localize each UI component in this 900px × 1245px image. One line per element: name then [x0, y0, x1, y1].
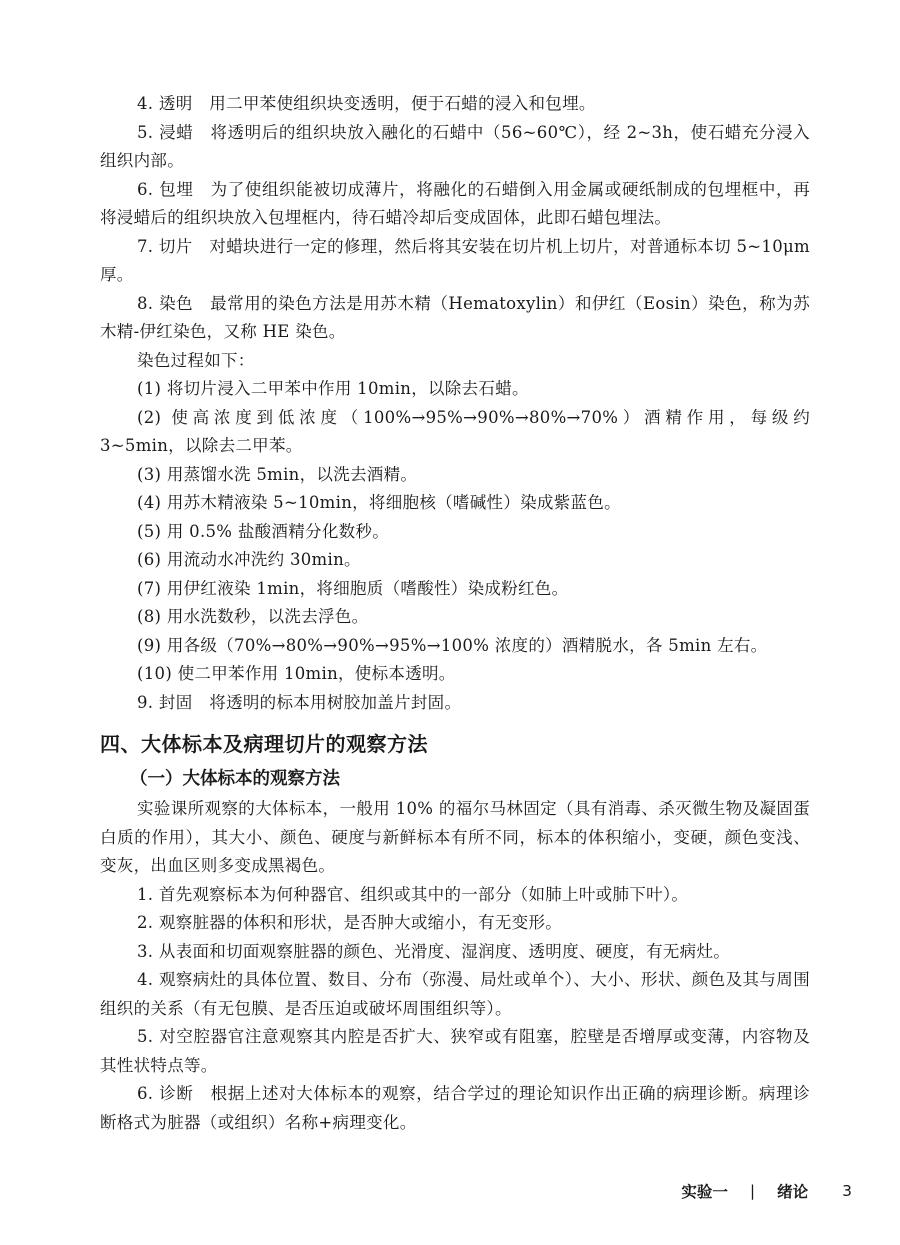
observation-step-6-diagnosis: 6. 诊断 根据上述对大体标本的观察，结合学过的理论知识作出正确的病理诊断。病理诊断格式为脏器（或组织）名称+病理变化。: [100, 1084, 810, 1132]
page-footer: [681, 1180, 852, 1202]
staining-step-8: (8) 用水洗数秒，以洗去浮色。: [137, 607, 369, 626]
observation-step-4: 4. 观察病灶的具体位置、数目、分布（弥漫、局灶或单个）、大小、形状、颜色及其与周围组织的关系（有无包膜、是否压迫或破坏周围组织等）。: [100, 970, 810, 1018]
paragraph-transparent: 4. 透明 用二甲苯使组织块变透明，便于石蜡的浸入和包埋。: [137, 94, 596, 113]
observation-step-5: 5. 对空腔器官注意观察其内腔是否扩大、狭窄或有阻塞，腔壁是否增厚或变薄，内容物及其性状特点等。: [100, 1027, 810, 1075]
paragraph-staining: 8. 染色 最常用的染色方法是用苏木精（Hematoxylin）和伊红（Eosin）染色，称为苏木精-伊红染色，又称 HE 染色。: [100, 293, 810, 341]
page-number: 3: [842, 1182, 852, 1200]
staining-step-1: (1) 将切片浸入二甲苯中作用 10min，以除去石蜡。: [137, 379, 529, 398]
paragraph-wax-infiltration: 5. 浸蜡 将透明后的组织块放入融化的石蜡中（56~60℃），经 2~3h，使石蜡充分浸入组织内部。: [100, 122, 810, 170]
paragraph-staining-process-intro: 染色过程如下：: [137, 350, 255, 370]
paragraph-mounting: 9. 封固 将透明的标本用树胶加盖片封固。: [137, 692, 462, 712]
section-heading: 四、大体标本及病理切片的观察方法: [100, 732, 428, 756]
staining-step-6: (6) 用流动水冲洗约 30min。: [137, 550, 361, 569]
subsection-heading: （一）大体标本的观察方法: [130, 769, 340, 789]
footer-chapter: 实验一: [681, 1183, 728, 1201]
staining-step-4: (4) 用苏木精液染 5~10min，将细胞核（嗜碱性）染成紫蓝色。: [137, 493, 621, 512]
staining-step-9: (9) 用各级（70%→80%→90%→95%→100% 浓度的）酒精脱水，各 5min 左右。: [137, 635, 768, 655]
paragraph-gross-specimen-intro: 实验课所观察的大体标本，一般用 10% 的福尔马林固定（具有消毒、杀灭微生物及凝固蛋白质的作用），其大小、颜色、硬度与新鲜标本有所不同，标本的体积缩小，变硬，颜色变浅、变灰，出血区则多变成黑褐色。: [100, 799, 810, 875]
staining-step-3: (3) 用蒸馏水洗 5min，以洗去酒精。: [137, 464, 418, 484]
observation-step-3: 3. 从表面和切面观察脏器的颜色、光滑度、湿润度、透明度、硬度，有无病灶。: [137, 941, 731, 961]
footer-title: 绪论: [777, 1183, 809, 1201]
paragraph-sectioning: 7. 切片 对蜡块进行一定的修理，然后将其安装在切片机上切片，对普通标本切 5~10μm 厚。: [100, 236, 810, 284]
observation-step-2: 2. 观察脏器的体积和形状，是否肿大或缩小，有无变形。: [137, 913, 563, 932]
staining-step-7: (7) 用伊红液染 1min，将细胞质（嗜酸性）染成粉红色。: [137, 578, 569, 598]
staining-step-2: (2) 使高浓度到低浓度（100%→95%→90%→80%→70%）酒精作用，每级约 3~5min，以除去二甲苯。: [100, 407, 810, 455]
page-content: [100, 90, 810, 1137]
footer-separator: |: [749, 1182, 756, 1200]
paragraph-embedding: 6. 包埋 为了使组织能被切成薄片，将融化的石蜡倒入用金属或硬纸制成的包埋框中，再将浸蜡后的组织块放入包埋框内，待石蜡冷却后变成固体，此即石蜡包埋法。: [100, 179, 810, 227]
staining-step-10: (10) 使二甲苯作用 10min，使标本透明。: [137, 664, 456, 683]
staining-step-5: (5) 用 0.5% 盐酸酒精分化数秒。: [137, 521, 390, 541]
observation-step-1: 1. 首先观察标本为何种器官、组织或其中的一部分（如肺上叶或肺下叶）。: [137, 884, 689, 904]
